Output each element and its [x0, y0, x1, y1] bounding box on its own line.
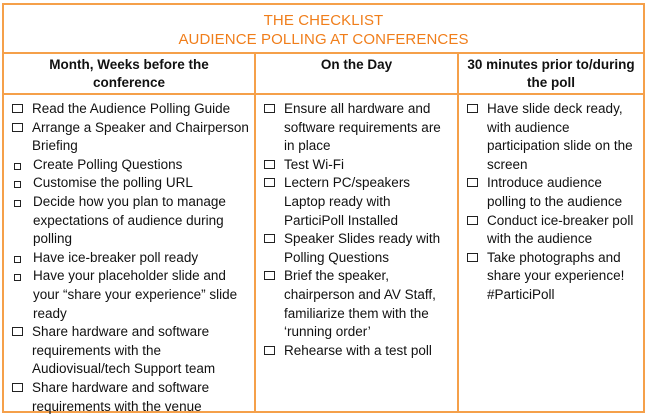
checklist-item — [262, 174, 453, 230]
title-line-2: AUDIENCE POLLING AT CONFERENCES — [178, 31, 469, 48]
heading-line-1: On the Day — [320, 57, 393, 72]
checklist-items — [459, 95, 643, 305]
checklist-item-text: Have ice-breaker poll ready — [33, 249, 199, 265]
checklist-item-text: Create Polling Questions — [33, 156, 183, 172]
checklist-item-text: Lectern PC/speakers Laptop ready with ParticiPoll Installed — [284, 175, 411, 228]
checklist-items — [256, 95, 457, 360]
checklist-item-text: Rehearse with a test poll — [284, 342, 432, 358]
checklist-item-text: Arrange a Speaker and Chairperson Briefing — [32, 119, 249, 154]
checklist-items — [4, 95, 254, 416]
checklist-item — [262, 100, 453, 156]
checkbox[interactable] — [467, 216, 478, 225]
column-heading — [459, 54, 643, 95]
checklist-item-text: Have your placeholder slide and your “share your experience” slide ready — [33, 268, 238, 321]
checklist-item — [10, 249, 250, 268]
heading-line-1: Month, Weeks before the — [49, 57, 209, 72]
checklist-item — [262, 156, 453, 175]
column-heading — [256, 54, 457, 95]
heading-line-2: conference — [92, 75, 166, 90]
checkbox[interactable] — [14, 200, 21, 207]
checklist-item-text: Have slide deck ready, with audience participation slide on the screen — [487, 101, 633, 172]
title-line-1: THE CHECKLIST — [263, 12, 384, 29]
checklist-table — [2, 3, 645, 413]
checkbox[interactable] — [12, 383, 23, 392]
checklist-title — [4, 5, 643, 54]
checklist-item — [465, 249, 639, 305]
checkbox[interactable] — [14, 274, 21, 281]
checklist-item-text: Share hardware and software requirements with the venue — [32, 379, 210, 414]
checkbox[interactable] — [264, 104, 275, 113]
checklist-item-text: Speaker Slides ready with Polling Questions — [284, 231, 441, 265]
checklist-item — [465, 174, 639, 211]
checklist-item — [10, 119, 250, 156]
checklist-item-text: Decide how you plan to manage expectations of audience during polling — [33, 193, 226, 247]
checklist-columns — [4, 54, 643, 414]
checklist-item — [262, 230, 453, 267]
checkbox[interactable] — [14, 163, 21, 170]
checklist-item — [10, 323, 250, 379]
checklist-item — [465, 212, 639, 249]
checkbox[interactable] — [467, 178, 478, 187]
checklist-item-text: Take photographs and share your experience! #ParticiPoll — [487, 249, 625, 302]
checkbox[interactable] — [264, 178, 275, 187]
column-before-conference — [4, 54, 256, 414]
column-prior-to-poll — [459, 54, 643, 411]
checklist-item-text: Read the Audience Polling Guide — [32, 101, 231, 116]
checkbox[interactable] — [264, 234, 275, 243]
checklist-item — [262, 267, 453, 341]
checklist-item — [10, 100, 250, 119]
heading-line-1: 30 minutes prior to/during — [467, 57, 635, 72]
column-heading — [4, 54, 254, 95]
checklist-item-text: Test Wi-Fi — [284, 156, 344, 172]
checkbox[interactable] — [12, 123, 23, 132]
checklist-item-text: Introduce audience polling to the audience — [487, 175, 623, 209]
checkbox[interactable] — [467, 104, 478, 113]
checkbox[interactable] — [14, 181, 21, 188]
column-on-the-day — [256, 54, 459, 411]
checkbox[interactable] — [264, 160, 275, 169]
checklist-item-text: Ensure all hardware and software requirements are in place — [284, 101, 441, 154]
checklist-item — [10, 267, 250, 323]
checklist-item-text: Customise the polling URL — [33, 175, 193, 191]
checklist-item — [10, 156, 250, 175]
checkbox[interactable] — [264, 346, 275, 355]
checkbox[interactable] — [14, 256, 21, 263]
checklist-item — [262, 342, 453, 361]
heading-line-2: the poll — [527, 75, 575, 90]
checklist-item — [10, 193, 250, 249]
checkbox[interactable] — [264, 271, 275, 280]
checklist-item-text: Brief the speaker, chairperson and AV Staff, familiarize them with the ‘running order’ — [284, 268, 436, 340]
checklist-item — [10, 379, 250, 416]
checkbox[interactable] — [467, 253, 478, 262]
checkbox[interactable] — [12, 327, 23, 336]
checklist-item-text: Conduct ice-breaker poll with the audience — [487, 212, 634, 247]
checkbox[interactable] — [12, 104, 23, 113]
checklist-item — [465, 100, 639, 174]
checklist-item — [10, 174, 250, 193]
checklist-item-text: Share hardware and software requirements with the Audiovisual/tech Support team — [32, 324, 216, 377]
